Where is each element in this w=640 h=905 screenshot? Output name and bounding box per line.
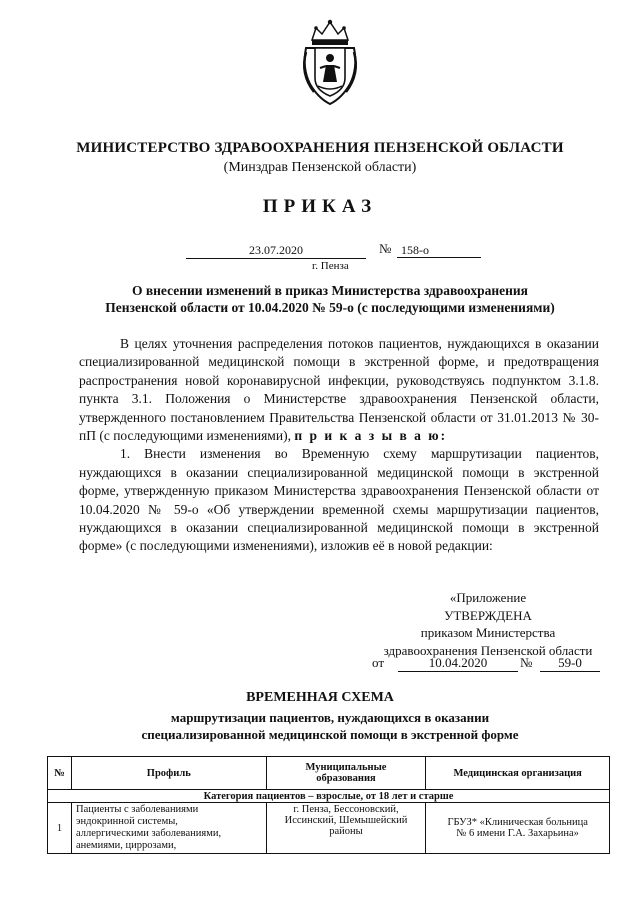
category-row: [48, 790, 610, 803]
appendix-number: 59-0: [540, 655, 600, 672]
appendix-stamp: [368, 589, 608, 659]
coat-of-arms-emblem: [298, 18, 362, 106]
appendix-from-label: от: [372, 655, 385, 670]
order-date: 23.07.2020: [186, 243, 366, 259]
row-municipal: [266, 803, 426, 854]
city: г. Пенза: [312, 260, 349, 272]
appendix-number-sign: №: [520, 655, 533, 670]
body-paragraph-2: 1. Внести изменения во Временную схему маршрутизации пациентов, нуждающихся в оказании специализированной медицинской помощи в экстренной форме, утвержденную приказом Министерства здравоохранения Пензенской области от 10.04.2020 № 59-о «Об утверждении временной схемы маршрутизации пациентов, нуждающихся в оказании специализированной медицинской помощи в экстренной форме» (с последующими изменениями), изложив её в новой редакции:: [79, 446, 599, 554]
row-profile-line-1: Пациенты с заболеваниями: [75, 804, 199, 815]
row-profile-line-4: анемиями, циррозами,: [75, 840, 177, 851]
routing-table: [47, 756, 610, 854]
header-municipal-line-2: образования: [316, 773, 376, 784]
order-number: 158-о: [397, 243, 481, 258]
body-paragraph-1-text: В целях уточнения распределения потоков пациентов, нуждающихся в оказании специализированной медицинской помощи в экстренной форме, и предотвращения распространения новой коронавирусной инфекции, руководствуясь подпунктом 3.1.8. пункта 3.1. Положения о Министерстве здравоохранения Пензенской области, утвержденного постановлением Правительства Пензенской области от 31.01.2013 № 30-пП (с последующими изменениями),: [79, 336, 599, 444]
appendix-date: 10.04.2020: [398, 655, 518, 672]
ministry-short-name: (Минздрав Пензенской области): [223, 160, 417, 175]
number-sign: №: [379, 241, 392, 256]
row-profile-line-2: эндокринной системы,: [75, 816, 178, 827]
scheme-subtitle-line-2: специализированной медицинской помощи в экстренной форме: [141, 727, 519, 742]
row-municipal-line-1: г. Пенза, Бессоновский,: [293, 804, 399, 815]
ministry-name: МИНИСТЕРСТВО ЗДРАВООХРАНЕНИЯ ПЕНЗЕНСКОЙ ОБЛАСТИ: [76, 140, 564, 156]
category-label: Категория пациентов – взрослые, от 18 лет и старше: [48, 790, 610, 803]
table-row: [48, 803, 610, 854]
header-profile: Профиль: [71, 757, 266, 790]
row-organization-line-1: ГБУЗ* «Клиническая больница: [447, 817, 588, 828]
header-municipal-line-1: Муниципальные: [305, 762, 387, 773]
scheme-title: ВРЕМЕННАЯ СХЕМА: [246, 690, 394, 705]
body-paragraph-1: [79, 335, 599, 445]
row-municipal-line-2: Иссинский, Шемышейский: [284, 815, 408, 826]
header-num: №: [48, 757, 72, 790]
row-num: 1: [48, 803, 72, 854]
appendix-line-1: «Приложение: [449, 590, 527, 605]
header-municipal: [266, 757, 426, 790]
appendix-date-row: [372, 655, 612, 672]
document-type-title: ПРИКАЗ: [262, 196, 378, 217]
row-organization: [426, 803, 610, 854]
row-profile: [71, 803, 266, 854]
appendix-line-3: приказом Министерства: [420, 625, 556, 640]
row-organization-line-2: № 6 имени Г.А. Захарьина»: [456, 828, 579, 839]
row-profile-line-3: аллергическими заболеваниями,: [75, 828, 222, 839]
header-organization: Медицинская организация: [426, 757, 610, 790]
subject-line-1: О внесении изменений в приказ Министерства здравоохранения: [131, 283, 528, 298]
order-subject: [60, 282, 600, 316]
subject-line-2: Пензенской области от 10.04.2020 № 59-о (с последующими изменениями): [105, 300, 555, 315]
appendix-line-4: здравоохранения Пензенской области: [383, 642, 593, 658]
order-body: [79, 335, 599, 556]
table-header-row: [48, 757, 610, 790]
scheme-subtitle: [60, 709, 600, 743]
scheme-subtitle-line-1: маршрутизации пациентов, нуждающихся в оказании: [170, 710, 490, 725]
row-municipal-line-3: районы: [329, 826, 363, 837]
appendix-approved: УТВЕРЖДЕНА: [444, 607, 532, 623]
order-word: п р и к а з ы в а ю:: [294, 428, 448, 444]
